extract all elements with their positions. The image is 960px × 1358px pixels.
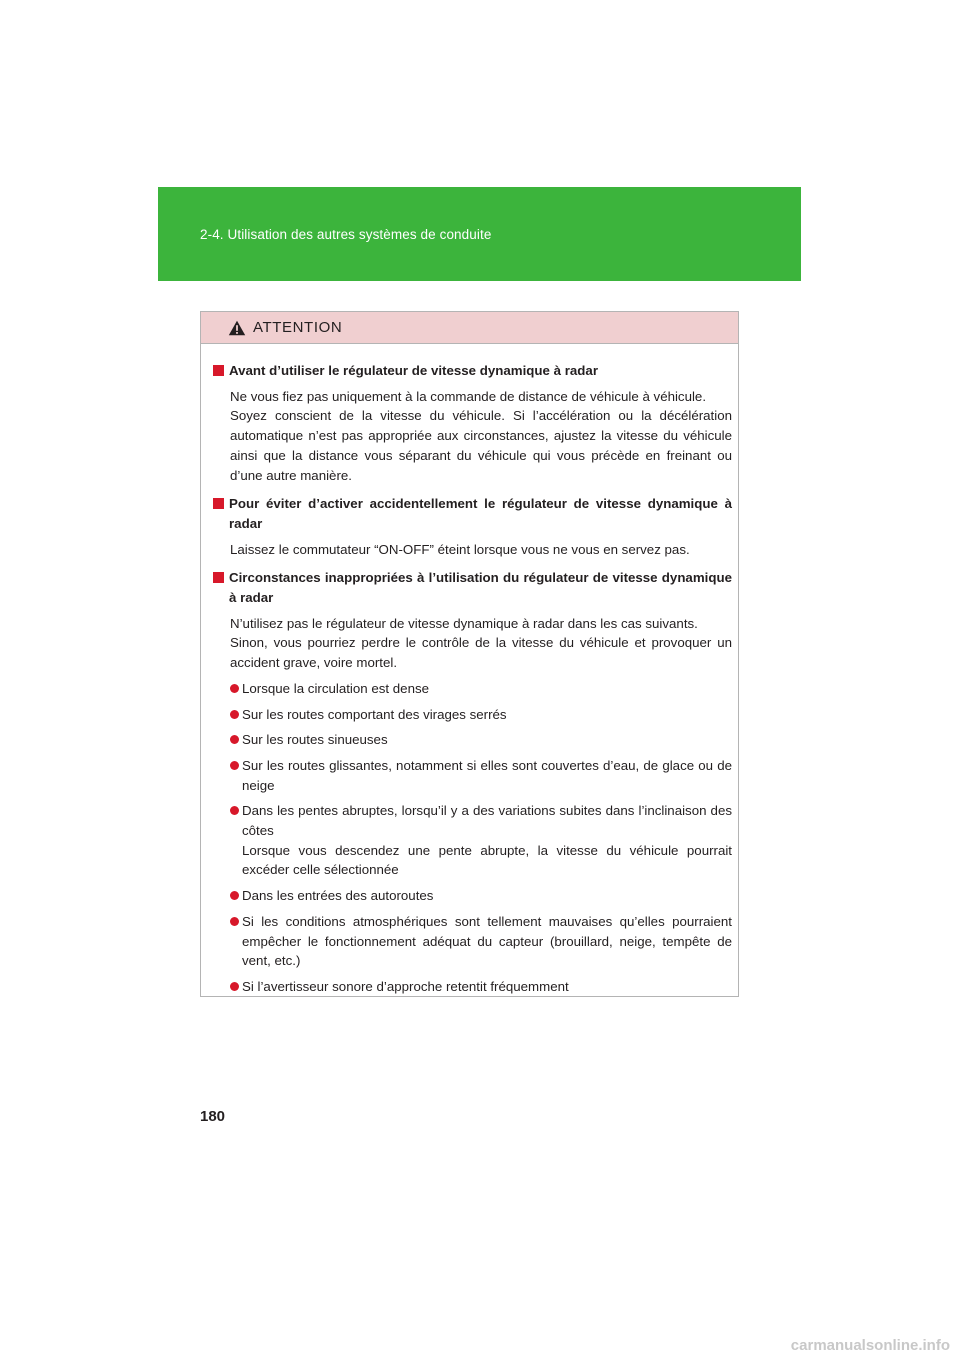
page-number: 180	[200, 1108, 226, 1125]
section-header-band	[158, 187, 801, 281]
list-item: Sur les routes comportant des virages serrés	[213, 705, 732, 725]
section-paragraph: N’utilisez pas le régulateur de vitesse dynamique à radar dans les cas suivants. Sinon, vous pourriez perdre le contrôle de la vitesse du véhicule et provoquer un accident grave, voire mortel.	[230, 615, 732, 671]
dot-bullet-icon	[230, 982, 239, 991]
section-paragraph: Laissez le commutateur “ON-OFF” éteint lorsque vous ne vous en servez pas.	[230, 541, 690, 557]
watermark: carmanualsonline.info	[790, 1337, 950, 1354]
warning-title: ATTENTION	[253, 319, 343, 336]
square-bullet-icon	[213, 572, 224, 583]
square-bullet-icon	[213, 365, 224, 376]
section-heading: Pour éviter d’activer accidentellement le régulateur de vitesse dynamique à radar	[213, 494, 732, 533]
section-heading: Avant d’utiliser le régulateur de vitesse dynamique à radar	[213, 361, 732, 381]
list-item: Si les conditions atmosphériques sont tellement mauvaises qu’elles pourraient empêcher le fonctionnement adéquat du capteur (brouillard, neige, tempête de vent, etc.)	[213, 912, 732, 971]
dot-bullet-icon	[230, 761, 239, 770]
warning-body	[201, 344, 738, 997]
warning-triangle-icon	[228, 320, 246, 336]
list-item: Dans les entrées des autoroutes	[213, 886, 732, 906]
list-item: Lorsque la circulation est dense	[213, 679, 732, 699]
list-item: Dans les pentes abruptes, lorsqu’il y a des variations subites dans l’inclinaison des côtes Lorsque vous descendez une pente abrupte, la vitesse du véhicule pourrait excéder celle sélectionnée	[213, 801, 732, 880]
list-item: Sur les routes sinueuses	[213, 730, 732, 750]
list-item: Sur les routes glissantes, notamment si elles sont couvertes d’eau, de glace ou de neige	[213, 756, 732, 795]
section-heading: Circonstances inappropriées à l’utilisation du régulateur de vitesse dynamique à radar	[213, 568, 732, 607]
dot-bullet-icon	[230, 684, 239, 693]
square-bullet-icon	[213, 498, 224, 509]
warning-header	[201, 312, 738, 344]
warning-box	[200, 311, 739, 997]
dot-bullet-icon	[230, 735, 239, 744]
section-paragraph: Ne vous fiez pas uniquement à la commande de distance de véhicule à véhicule. Soyez conscient de la vitesse du véhicule. Si l’accélération ou la décélération automatique n’est pas appropriée aux circonstances, ajustez la vitesse du véhicule ainsi que la distance vous séparant du véhicule qui vous précède en freinant ou d’une autre manière.	[230, 388, 732, 483]
list-item: Si l’avertisseur sonore d’approche retentit fréquemment	[213, 977, 732, 997]
section-title: 2-4. Utilisation des autres systèmes de conduite	[200, 227, 492, 242]
dot-bullet-icon	[230, 891, 239, 900]
dot-bullet-icon	[230, 806, 239, 815]
dot-bullet-icon	[230, 917, 239, 926]
dot-bullet-icon	[230, 710, 239, 719]
